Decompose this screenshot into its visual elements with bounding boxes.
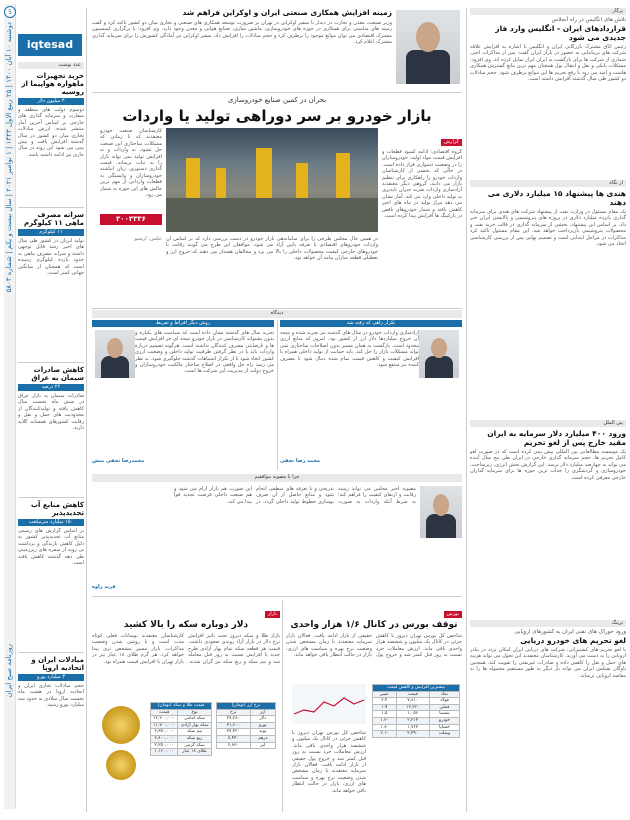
bottom-divider — [282, 600, 283, 812]
table-row — [151, 735, 212, 742]
bottom-left-tag: بازار — [265, 611, 280, 618]
currency-table — [216, 702, 276, 749]
table-cell: ۲,۴۹۰ — [396, 731, 429, 738]
mid-opinion-body: مصوبه اخیر مجلس می تواند زمینه رقابت و ارتقای کیفیت را فراهم کند؛ به شرط آنکه واردات به صورت تدریجی و با تعرفه های منطقی انجام شود و منابع حاصل از آن صرف نوسازی خطوط تولید داخلی گردد. در این صورت هم بازار آرام می شود و هم صنعت داخلی فرصت تجدید قوا پیدا می کند. — [174, 486, 416, 505]
lead-rule — [92, 308, 462, 309]
table-row — [373, 731, 460, 738]
table-cell: ۱۱,۷۰۰,۰۰۰ — [151, 722, 178, 729]
right-column — [470, 8, 626, 812]
lead-stamp: ۳۰۰۳۳۳۶ — [100, 214, 162, 225]
table-cell: وبملت — [429, 731, 459, 738]
currency-col-header: نرخ — [217, 709, 251, 716]
debate-header: دیدگاه — [92, 310, 462, 318]
right-story2-title: هندی ها پیشنهاد ۱۵ میلیارد دلاری می دهند — [487, 189, 626, 207]
right-label-4: ترینگ — [470, 620, 626, 627]
table-row — [217, 729, 276, 736]
right-label-1: پرگار — [470, 8, 626, 15]
mid-rule — [92, 596, 462, 597]
table-cell: ۲.۴ — [373, 698, 397, 705]
bottom-left-title: دلار دوباره سکه را بالا کشید — [123, 620, 249, 630]
debate-left-title: روش دیگر افراط و تفریط — [92, 320, 274, 327]
table-row — [217, 735, 276, 742]
table-cell: ۷,۸۱۰ — [396, 698, 429, 705]
table-cell: ۱۲,۳۲۰ — [396, 704, 429, 711]
top-story-body: وزیر صنعت، معدن و تجارت در دیدار با سفیر اوکراین در تهران بر ضرورت توسعه همکاری های صنعتی و تجاری میان دو کشور تاکید کرد و گفت زمینه های مناسبی برای همکاری در حوزه های خودروسازی، ماشین سازی، صنایع هوایی و معدن وجود دارد. وی افزود: با برگزاری کمیسیون مشترک اقتصادی می توان موانع موجود را برطرف کرد و حجم مبادلات را افزایش داد. سفیر اوکراین نیز آمادگی کشورش را برای سرمایه گذاری مشترک اعلام کرد. — [92, 20, 392, 46]
bourse-index-graphic — [292, 684, 366, 724]
table-cell: ۲۷,۲۸۰ — [217, 716, 251, 723]
table-row — [373, 717, 460, 724]
lead-title: بازار خودرو بر سر دوراهی تولید یا واردات — [122, 107, 432, 125]
table-cell: سکه بهار آزادی — [178, 722, 212, 729]
table-cell: ۱.۹ — [373, 704, 397, 711]
debate-right-author: محمد رضا نجفی — [280, 458, 321, 464]
mid-opinion-header: چرا با مصوبه موافقیم — [92, 474, 462, 482]
right-story4-body: با لغو تحریم های کشتیرانی، شرکت های دریایی ایران امکان تردد در بنادر اروپایی را به دست می آورند. کارشناسان معتقدند این تحول می تواند هزینه های حمل و نقل را کاهش داده و صادرات غیرنفتی را تقویت کند. همچنین ناوگان نفتکش ایران می تواند بار دیگر به طور مستقیم محموله ها را به مقاصد اروپایی برساند. — [470, 647, 626, 679]
left-column-label: عدد نوشت — [18, 62, 84, 69]
lead-photo-caption: عکس: آرشیو — [134, 236, 162, 242]
left-story2-body: تولید آبزیان در کشور طی سال های اخیر رشد قابل توجهی داشته و سرانه مصرف ماهی به حدود یازده کیلوگرم رسیده است که همچنان از میانگین جهانی کمتر است. — [18, 238, 84, 277]
table-cell: سکه گرمی — [178, 742, 212, 749]
table-row — [151, 729, 212, 736]
bourse-col-header: نماد — [429, 691, 459, 698]
debate-right-photo — [419, 330, 459, 378]
table-cell: خودرو — [429, 717, 459, 724]
table-cell: یورو — [250, 722, 275, 729]
table-cell: طلای ۱۸ عیار — [178, 749, 212, 756]
table-cell: ۱,۷۶۳ — [396, 724, 429, 731]
coin-graphic — [96, 700, 146, 800]
lead-body-col3: کارشناسان صنعت خودرو معتقدند که تا زمانی که مشکلات ساختاری این صنعت حل نشود، نه واردات و نه افزایش تولید نمی تواند بازار را به ثبات برساند. قیمت گذاری دستوری، زیان انباشته خودروسازان و وابستگی به قطعات وارداتی از مهم ترین چالش های این حوزه به شمار می رود. ۳۰۰۳۳۳۶ — [100, 128, 162, 223]
lead-body-col2: در همین حال مجلس طرحی را برای ساماندهی بازار خودرو در دست بررسی دارد که بر اساس آن واردات خودروهای اقتصادی با تعرفه پایین آزاد می شود. موافقان این طرح می گویند رقابت با خودروهای خارجی کیفیت محصولات داخلی را بالا می برد و مخالفان هشدار می دهند که خروج ارز و تعطیلی قطعه سازان پیامد آن خواهد بود. — [166, 236, 378, 262]
bourse-col-header: تغییر — [373, 691, 397, 698]
table-cell: ۱,۱۶۰,۰۰۰ — [151, 749, 178, 756]
left-story4-kicker: ۱۵۰ میلیارد مترمکعب — [18, 519, 84, 526]
table-row — [151, 742, 212, 749]
right-story2-body: یک مقام مسئول در وزارت نفت از پیشنهاد شرکت های هندی برای سرمایه گذاری پانزده میلیارد دلاری در پروژه های پتروشیمی و پالایشی ایران خبر داد. بر اساس این پیشنهاد، بخشی از سرمایه گذاری در قالب خرید نفت و محصولات پتروشیمی بازپرداخت خواهد شد. این مقام مسئول تاکید کرد مذاکرات در مراحل ابتدایی است و تصمیم نهایی پس از بررسی کارشناسی اتخاذ می شود. — [470, 209, 626, 248]
left-story4-title: کاهش منابع آب تجدیدپذیر — [18, 497, 84, 517]
table-cell: فملی — [429, 704, 459, 711]
lead-kicker: بحران در کمین صنایع خودروسازی — [227, 96, 327, 104]
table-cell: ۲,۸۳۰ — [217, 742, 251, 749]
left-story5-title: مبادلات ایران و اتحادیه اروپا — [18, 652, 84, 672]
table-cell: لیر — [250, 742, 275, 749]
left-story5-kicker: ۳ میلیارد یورو — [18, 674, 84, 681]
table-cell: سکه امامی — [178, 716, 212, 723]
debate-left: روش دیگر افراط و تفریط تجربه سال های گذشته نشان داده است که سیاست های یکباره و بدون پشتوانه کارشناسی در بازار خودرو نتیجه ای جز افزایش قیمت ها و نارضایتی مصرف کنندگان نداشته است. هرگونه تصمیم درباره واردات باید با در نظر گرفتن ظرفیت تولید داخلی و وضعیت ارزی کشور اتخاذ شود تا از تکرار اشتباهات گذشته جلوگیری شود. به نظر می رسد راه حل واقعی در اصلاح ساختار مالکیت خودروسازان و خروج دولت از مدیریت این شرکت ها است. محمدرضا نجفی منش — [92, 320, 274, 464]
table-row — [373, 698, 460, 705]
bottom-mid-title: توقف بورس در کانال ۱/۶ هزار واحدی — [290, 620, 458, 630]
table-cell: فولاد — [429, 698, 459, 705]
mid-opinion-photo — [420, 486, 462, 538]
table-row — [217, 722, 276, 729]
table-cell: -۲.۱ — [373, 731, 397, 738]
top-story-title: زمینه افزایش همکاری صنعتی ایران و اوکراین فراهم شد — [182, 8, 392, 17]
left-story4-body: بر اساس گزارش های رسمی منابع آب تجدیدپذیر کشور به دلیل کاهش بارندگی و برداشت بی رویه از سفره های زیرزمینی طی دهه گذشته کاهش یافته است. — [18, 528, 84, 567]
table-row — [373, 704, 460, 711]
table-cell: ۳۱,۶۰۰ — [217, 722, 251, 729]
table-cell: دلار — [250, 716, 275, 723]
bottom-mid-tag: بورس — [444, 611, 463, 618]
gold-table-title: قیمت طلا و سکه (تومان) — [151, 703, 212, 710]
lead-body-col1: گزارش گروه اقتصادی: ادامه کمبود قطعات و افزایش قیمت مواد اولیه، خودروسازان را در وضعیت دشواری قرار داده است. در حالی که بخشی از کارشناسان واردات خودرو را راهکاری برای تنظیم بازار می دانند، گروهی دیگر معتقدند آزادسازی واردات ضربه جبران ناپذیری به تولید داخلی وارد می کند. آمار نشان می دهد تیراژ تولید در ماه های اخیر کاهش یافته و شمار خودروهای ناقص در پارکینگ ها افزایش پیدا کرده است. — [382, 139, 462, 220]
table-cell: ۱,۰۵۶ — [396, 711, 429, 718]
left-story3-title: کاهش صادرات سیمان به عراق — [18, 362, 84, 382]
page-number: 5 — [4, 6, 16, 18]
top-story-rule — [92, 92, 462, 93]
right-story3-title: ورود ۴۰۰ میلیارد دلار سرمایه به ایران مقید خارج پس از لغو تحریم — [487, 429, 626, 447]
minister-photo — [396, 10, 460, 84]
right-column-rule — [466, 8, 467, 812]
left-story3-kicker: ۲۶ درصد — [18, 384, 84, 391]
right-story3-body: یک موسسه مطالعاتی بین المللی پیش بینی کرده است که در صورت لغو کامل تحریم ها، حجم سرمایه گذاری خارجی در ایران طی پنج سال آینده می تواند به چهارصد میلیارد دلار برسد. این گزارش بخش انرژی، زیرساخت، خودروسازی و گردشگری را جذاب ترین حوزه ها برای سرمایه گذاران خارجی معرفی کرده است. — [470, 449, 626, 481]
table-row — [151, 722, 212, 729]
table-row — [217, 742, 276, 749]
table-cell: خساپا — [429, 724, 459, 731]
table-cell: پوند — [250, 729, 275, 736]
left-story1-body: دوسوم دولت های منطقه و سفارت و سرمایه گذاری های خارجی بر اساس آخرین آمار منتشر شده، ارزش مبادلات تجاری میان دو کشور در سال گذشته افزایش یافت و پیش بینی می شود این روند در سال جاری نیز ادامه داشته باشد. — [18, 107, 84, 158]
table-cell: -۱.۲ — [373, 717, 397, 724]
bourse-col-header: قیمت — [396, 691, 429, 698]
table-row — [373, 711, 460, 718]
right-story1-body: رئیس اتاق مشترک بازرگانی ایران و انگلیس با اشاره به افزایش علاقه شرکت های بریتانیایی به حضور در بازار ایران گفت: پس از مذاکرات اخیر، شماری از شرکت ها برای بازگشت به ایران ابراز تمایل کرده اند. وی افزود: مشکلات بانکی و نقل و انتقال پول همچنان مهم ترین مانع گسترش همکاری هاست و امید می رود با رفع تحریم ها این موانع برطرف شود. حجم مبادلات دو کشور طی سال گذشته افزایش داشته است. — [470, 44, 626, 83]
mid-opinion-author: فربد زاوه — [92, 584, 116, 590]
right-story1-kicker: تلاش های انگلیس در راه آنجلاس — [551, 17, 626, 23]
right-story4-title: لغو تحریم های خودرو دریایی — [520, 636, 626, 645]
left-story1-title: خرید تجهیزات ماهواره هواپیما از روسیه — [21, 72, 84, 96]
left-column-rule — [86, 8, 87, 812]
bourse-table — [372, 684, 460, 738]
top-story — [92, 8, 392, 92]
date-line: دوشنبه ۱۰ آبان ۱۴۰۰ | ۲۵ ربیع الاول ۱۴۴۳ | ۱ نوامبر ۲۰۲۱ | سال بیست و یکم | شماره ۵۸۰۳ — [5, 22, 13, 293]
right-story4-kicker: ورود خوراک های نفتی ایران به کشورهای اروپایی — [514, 629, 626, 635]
table-cell: ۱۲,۲۰۰,۰۰۰ — [151, 716, 178, 723]
lead-section-tag: گزارش — [441, 139, 462, 146]
right-story1-title: قراردادهای ایران - انگلیس وارد فاز جدیدی می شود — [495, 24, 626, 42]
gold-col-header: نوع — [178, 709, 212, 716]
debate-left-author: محمدرضا نجفی منش — [92, 458, 145, 464]
table-row — [373, 724, 460, 731]
currency-col-header: ارز — [250, 709, 275, 716]
newspaper-name: روزنامه صبح ایران — [5, 644, 13, 698]
table-row — [151, 749, 212, 756]
table-cell: شستا — [429, 711, 459, 718]
table-cell: ۷,۴۴۰ — [217, 735, 251, 742]
table-cell: ۶,۳۵۰,۰۰۰ — [151, 729, 178, 736]
left-story1-kicker: ۳ میلیون دلار — [18, 98, 84, 105]
table-row — [217, 716, 276, 723]
table-cell: ۳,۸۰۰,۰۰۰ — [151, 735, 178, 742]
debate-right-title: تکرار راهی که رفته شد — [280, 320, 462, 327]
table-cell: -۱.۸ — [373, 724, 397, 731]
table-cell: ۳۷,۴۲۰ — [217, 729, 251, 736]
bottom-left-body: بازار طلا و سکه دیروز تحت تاثیر افزایش نرخ دلار در بازار آزاد روندی صعودی داشت. قیمت هر قطعه سکه تمام بهار آزادی طرح جدید با افزایش نسبت به روز قبل معامله شد و نیم سکه و ربع سکه نیز گران شدند. کارشناسان معتقدند نوسانات فعلی کوتاه مدت است و با روشن شدن وضعیت مذاکرات، بازار مسیر مشخص تری پیدا خواهد کرد. هر گرم طلای ۱۸ عیار نیز در بازار تهران با افزایش قیمت همراه بود. — [92, 633, 280, 665]
table-cell: ۲,۲۵۰,۰۰۰ — [151, 742, 178, 749]
left-story2-kicker: ۱۱ کیلوگرم — [18, 229, 84, 236]
factory-photo — [166, 128, 378, 232]
currency-table-title: نرخ ارز (تومان) — [217, 703, 276, 710]
gold-price-table — [150, 702, 212, 756]
table-cell: ۲,۲۱۴ — [396, 717, 429, 724]
table-cell: نیم سکه — [178, 729, 212, 736]
bourse-table-title: بیشترین افزایش و کاهش قیمت — [373, 685, 460, 692]
bottom-mid-body: شاخص کل بورس تهران دیروز با کاهش جزئی در کانال یک میلیون و ششصد هزار واحدی باقی ماند. ارزش معاملات خرد نسبت به روز قبل کمتر شد و خروج پول حقیقی از بازار ادامه یافت. فعالان بازار سرمایه معتقدند تا زمان مشخص شدن وضعیت نرخ بهره و سیاست های ارزی، بازار در حالت انتظار باقی خواهد ماند. — [286, 633, 462, 659]
table-row — [151, 716, 212, 723]
table-cell: ربع سکه — [178, 735, 212, 742]
right-label-2: از نگاه — [470, 180, 626, 187]
gold-col-header: قیمت — [151, 709, 178, 716]
debate-left-photo — [95, 330, 135, 378]
section-logo: iqtesad — [18, 34, 82, 56]
debate-divider — [277, 320, 278, 470]
left-story5-body: حجم مبادلات تجاری ایران و اتحادیه اروپا در هشت ماه نخست سال میلادی به حدود سه میلیارد یورو رسید. — [18, 683, 84, 709]
left-story3-body: صادرات سیمان به بازار عراق در شش ماه نخست سال کاهش یافته و تولیدکنندگان از محدودیت های حمل و نقل و رقابت کشورهای همسایه گلایه دارند. — [18, 393, 84, 432]
right-label-3: بین الملل — [470, 420, 626, 427]
debate-right: تکرار راهی که رفته شد آزادسازی واردات خودرو در سال های گذشته نیز تجربه شده و نتیجه آن خروج میلیاردها دلار ارز از کشور بود. امروز که منابع ارزی محدود است، بازگشت به همان مسیر بدون اصلاحات ساختاری نمی تواند مشکلات بازار را حل کند. باید حمایت از تولید داخلی همراه با افزایش کیفیت و کاهش قیمت تمام شده دنبال شود تا مصرف کننده نیز منتفع شود. محمد رضا نجفی — [280, 320, 462, 470]
table-cell: درهم — [250, 735, 275, 742]
table-cell: ۱.۵ — [373, 711, 397, 718]
left-story2-title: سرانه مصرف ماهی ۱۱ کیلوگرم — [18, 207, 84, 227]
left-column — [18, 62, 84, 812]
bottom-mid-body-extra: شاخص کل بورس تهران دیروز با کاهش جزئی در کانال یک میلیون و ششصد هزار واحدی باقی ماند. ارزش معاملات خرد نسبت به روز قبل کمتر شد و خروج پول حقیقی از بازار ادامه یافت. فعالان بازار سرمایه معتقدند تا زمان مشخص شدن وضعیت نرخ بهره و سیاست های ارزی، بازار در حالت انتظار باقی خواهد ماند. — [292, 730, 366, 794]
date-band — [4, 4, 16, 809]
